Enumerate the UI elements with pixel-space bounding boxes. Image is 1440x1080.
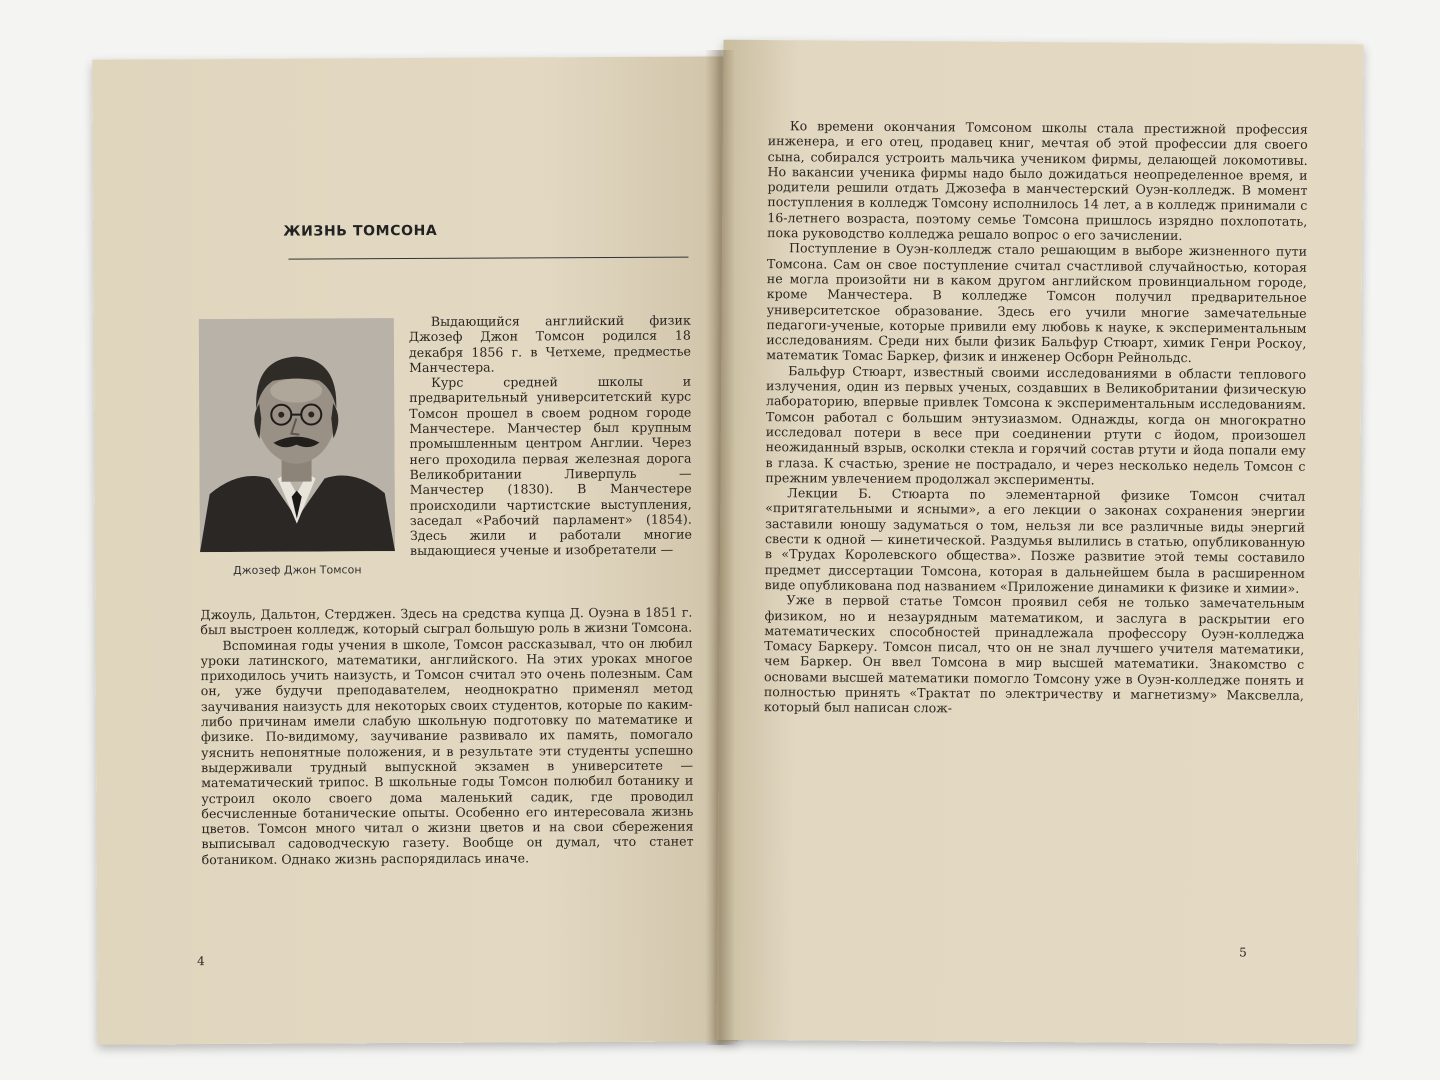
left-wide-column bbox=[200, 605, 693, 868]
left-narrow-column bbox=[409, 313, 692, 559]
open-book bbox=[80, 40, 1375, 1055]
right-page bbox=[717, 40, 1364, 1044]
paragraph: Уже в первой статье Томсон проявил себя не только замечательным физиком, но и незаурядным математиком, и заслуга в раскрытии его математических способностей принадлежала профессору Оуэн-колледжа Томасу Баркеру. Томсон писал, что он не знал лучшего учителя математики, чем Баркер. Он ввел Томсона в мир высшей математики. Знакомство с основами высшей математики помогло Томсону уже в Оуэн-колледже понять и полностью принять «Трактат по электричеству и магнетизму» Максвелла, который был написан слож- bbox=[763, 592, 1305, 716]
paragraph: Бальфур Стюарт, известный своими исследованиями в области теплового излучения, один из первых ученых, создавших в Великобритании физическую лабораторию, впервые привлек Томсона к экспериментальным исследованиям. Томсон работал с большим энтузиазмом. Однажды, когда он многократно исследовал потери в весе при соединении ртути с йодом, произошел неожиданный взрыв, осколки стекла и горячий состав ртути и йода попали ему в глаза. К счастью, зрение не пострадало, и через несколько недель Томсон с прежним увлечением продолжал эксперименты. bbox=[765, 362, 1307, 488]
paragraph: Джоуль, Дальтон, Стерджен. Здесь на средства купца Д. Оуэна в 1851 г. был выстроен колледж, который сыграл большую роль в жизни Томсона. bbox=[200, 604, 693, 638]
paragraph: Поступление в Оуэн-колледж стало решающим в выборе жизненного пути Томсона. Сам он свое поступление считал счастливой случайностью, которая не могла произойти ни в каком другом английском провинциальном городе, кроме Манчестера. В колледже Томсон получил предварительное университетское образование. Здесь его учили многие замечательные педагоги-ученые, которые привили ему любовь к науке, к экспериментальным исследованиям. Среди них были физик Бальфур Стюарт, химик Генри Роскоу, математик Томас Баркер, физик и инженер Осборн Рейнольдс. bbox=[766, 240, 1308, 366]
right-column bbox=[764, 118, 1308, 718]
paragraph: Курс средней школы и предварительный университетский курс Томсон прошел в своем родном городе Манчестере. Манчестер был крупным промышленным центром Англии. Через него проходила первая железная дорога Великобритании Ливерпуль — Манчестер (1830). В Манчестере происходили чартистские выступления, заседал «Рабочий парламент» (1854). Здесь жили и работали многие выдающиеся ученые и изобретатели — bbox=[409, 373, 692, 559]
paragraph: Вспоминая годы учения в школе, Томсон рассказывал, что он любил уроки латинского, математики, английского. На этих уроках многое приходилось учить наизусть, и Томсон считал это очень полезным. Сам он, уже будучи преподавателем, неоднократно применял метод заучивания наизусть для некоторых своих студентов, которые по каким-либо причинам имели слабую школьную подготовку по математике и физике. По-видимому, заучивание развивало их память, помогало уяснить непонятные положения, и в результате эти студенты успешно выдерживали трудный выпускной экзамен в университете — математический трипос. В школьные годы Томсон полюбил ботанику и устроил около своего дома маленький садик, где проводил бесчисленные ботанические опыты. Особенно его интересовала жизнь цветов. Томсон много читал о жизни цветов и на свои сбережения выписывал садоводческую газету. Вообще он думал, что станет ботаником. Однако жизнь распорядилась иначе. bbox=[200, 635, 694, 867]
paragraph: Выдающийся английский физик Джозеф Джон Томсон родился 18 декабря 1856 г. в Четхеме, предместье Манчестера. bbox=[408, 312, 691, 375]
left-page bbox=[92, 56, 737, 1044]
paragraph: Лекции Б. Стюарта по элементарной физике Томсон считал «притягательными и ясными», а его лекции о законах сохранения энергии заставили юношу задуматься о том, нельзя ли все различные виды энергий свести к одной — кинетической. Раздумья вылились в статью, опубликованную в «Трудах Королевского общества». Позже развитие этой темы составило предмет диссертации Томсона, которая в дальнейшем была в расширенном виде опубликована под названием «Приложение динамики к физике и химии». bbox=[764, 485, 1306, 596]
chapter-heading: ЖИЗНЬ ТОМСОНА bbox=[283, 222, 438, 240]
heading-rule bbox=[288, 257, 688, 260]
portrait-image bbox=[199, 318, 395, 552]
portrait-caption: Джозеф Джон Томсон bbox=[233, 563, 362, 577]
page-number-left: 4 bbox=[197, 954, 205, 969]
page-number-right: 5 bbox=[1239, 945, 1247, 960]
paragraph: Ко времени окончания Томсоном школы стала престижной профессия инженера, и его отец, продавец книг, мечтая об этой профессии для своего сына, собирался устроить мальчика учеником фирмы, делающей локомотивы. Но вакансии ученика фирмы надо было дожидаться неопределенное время, и родители решили отдать Джозефа в манчестерский Оуэн-колледж. В момент поступления в колледж Томсону исполнилось 14 лет, а в колледж принимали с 16-летнего возраста, поэтому семье Томсона пришлось изрядно похлопотать, пока руководство колледжа решало вопрос о его зачислении. bbox=[767, 118, 1308, 244]
portrait-photo-icon bbox=[199, 318, 395, 552]
